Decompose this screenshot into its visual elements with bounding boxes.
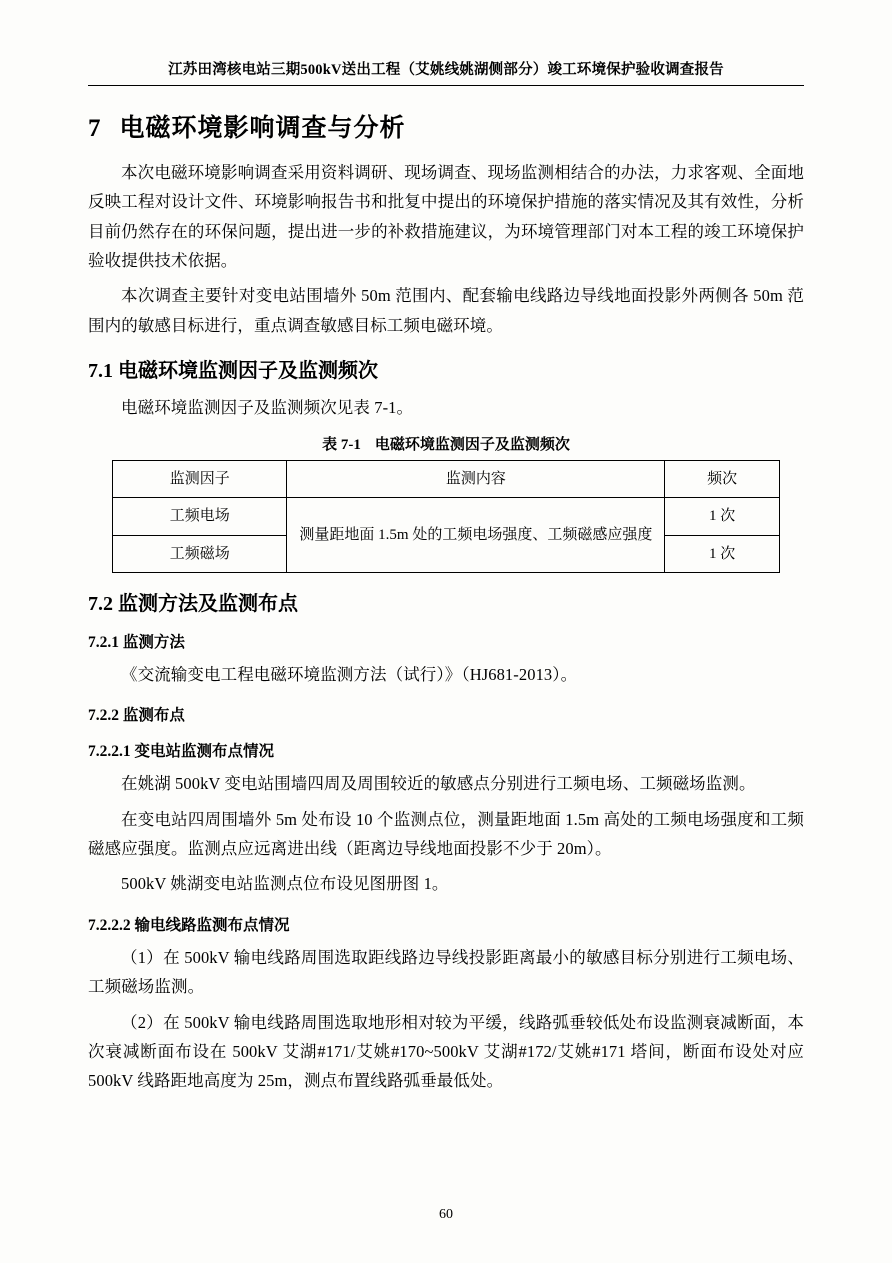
subsection-heading-7-2-2-2: 7.2.2.2 输电线路监测布点情况 [88,916,290,934]
table-header-frequency: 频次 [665,460,780,498]
cell-factor-1: 工频电场 [113,498,287,536]
table-header-factor: 监测因子 [113,460,287,498]
subsection-heading-7-2-2: 7.2.2 监测布点 [88,707,185,725]
section-heading-7-1: 7.1 电磁环境监测因子及监测频次 [88,360,378,383]
subsection-7-2-2-1-paragraph-2: 在变电站四周围墙外 5m 处布设 10 个监测点位，测量距地面 1.5m 高处的工频电场强度和工频磁感应强度。监测点应远离进出线（距离边导线地面投影不少于 20m）。 [88,809,804,859]
table-caption [88,433,804,454]
subsection-heading-7-2-1: 7.2.1 监测方法 [88,634,185,652]
subsection-7-2-2-1-paragraph-1: 在姚湖 500kV 变电站围墙四周及周围较近的敏感点分别进行工频电场、工频磁场监测。 [121,774,756,794]
chapter-paragraph-2: 本次调查主要针对变电站围墙外 50m 范围内、配套输电线路边导线地面投影外两侧各 50m 范围内的敏感目标进行，重点调查敏感目标工频电磁环境。 [88,286,804,335]
cell-content-merged: 测量距地面 1.5m 处的工频电场强度、工频磁感应强度 [287,498,665,573]
chapter-number: 7 [88,115,102,142]
running-header: 江苏田湾核电站三期500kV送出工程（艾姚线姚湖侧部分）竣工环境保护验收调查报告 [88,58,804,86]
section-heading-7-2: 7.2 监测方法及监测布点 [88,593,298,616]
monitoring-factor-table [112,460,780,574]
section-7-1-paragraph: 电磁环境监测因子及监测频次见表 7-1。 [121,398,414,418]
subsection-7-2-2-2-paragraph-2: （2）在 500kV 输电线路周围选取地形相对较为平缓，线路弧垂较低处布设监测衰减断面，本次衰减断面布设在 500kV 艾湖#171/艾姚#170~500kV 艾湖#172/艾姚#171 塔间，断面布设处对应 500kV 线路距地高度为 25m，测点布置线路弧垂最低处。 [88,1012,804,1091]
table-caption-title: 电磁环境监测因子及监测频次 [374,436,570,453]
subsection-heading-7-2-2-1: 7.2.2.1 变电站监测布点情况 [88,743,275,761]
chapter-paragraph-1: 本次电磁环境影响调查采用资料调研、现场调查、现场监测相结合的办法，力求客观、全面地反映工程对设计文件、环境影响报告书和批复中提出的环境保护措施的落实情况及其有效性，分析目前仍然存在的环保问题，提出进一步的补救措施建议，为环境管理部门对本工程的竣工环境保护验收提供技术依据。 [88,163,804,271]
cell-factor-2: 工频磁场 [113,535,287,573]
chapter-title: 电磁环境影响调查与分析 [119,115,406,142]
subsection-7-2-2-2-paragraph-1: （1）在 500kV 输电线路周围选取距线路边导线投影距离最小的敏感目标分别进行工频电场、工频磁场监测。 [88,947,804,997]
subsection-7-2-1-paragraph: 《交流输变电工程电磁环境监测方法（试行）》（HJ681-2013）。 [121,665,578,685]
cell-frequency-1: 1 次 [665,498,780,536]
subsection-7-2-2-1-paragraph-3: 500kV 姚湖变电站监测点位布设见图册图 1。 [121,874,449,894]
chapter-heading [88,108,804,144]
table-caption-label: 表 7-1 [322,436,361,453]
cell-frequency-2: 1 次 [665,535,780,573]
page-content [88,58,804,1102]
table-row [113,498,780,536]
table-header-content: 监测内容 [287,460,665,498]
table-header-row [113,460,780,498]
page-number: 60 [439,1207,453,1222]
